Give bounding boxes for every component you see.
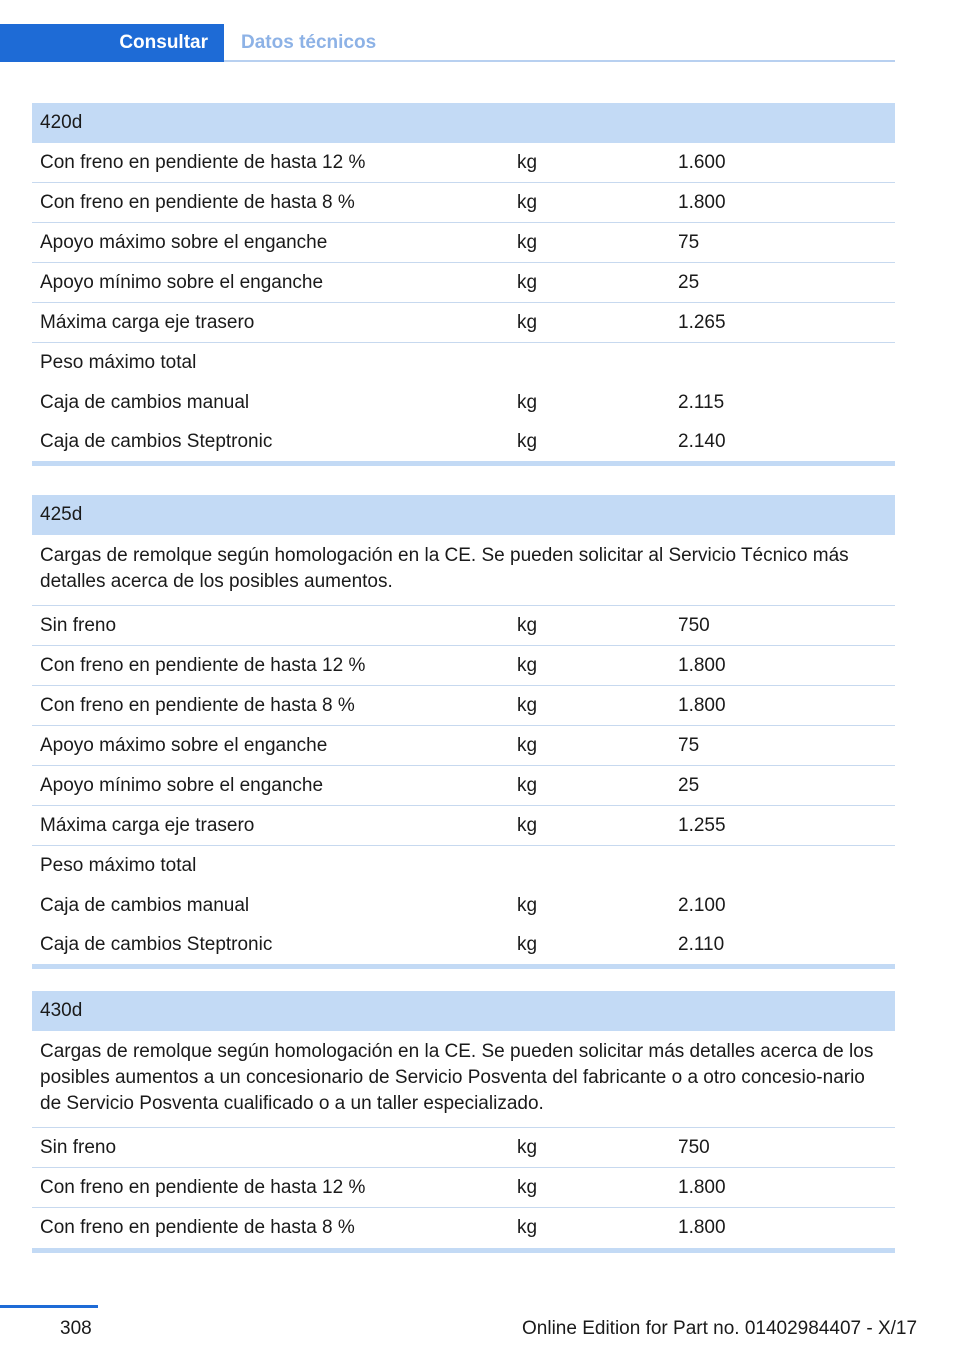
group-label: Peso máximo total — [40, 352, 197, 373]
tab-consultar[interactable]: Consultar — [0, 24, 224, 62]
row-unit: kg — [517, 694, 538, 716]
row-label: Con freno en pendiente de hasta 12 % — [40, 1176, 366, 1198]
row-value: 2.140 — [678, 430, 726, 452]
table-row — [32, 925, 895, 964]
row-value: 1.800 — [678, 1217, 726, 1238]
row-unit: kg — [517, 894, 538, 916]
row-value: 750 — [678, 1136, 710, 1158]
row-value: 750 — [678, 614, 710, 636]
row-label: Caja de cambios Steptronic — [40, 430, 273, 452]
row-label: Sin freno — [40, 1136, 117, 1158]
row-value: 1.800 — [678, 191, 726, 213]
row-unit: kg — [517, 1217, 538, 1238]
row-value: 2.110 — [678, 933, 725, 955]
group-label: Peso máximo total — [40, 855, 197, 876]
table-end-bar — [32, 461, 895, 466]
row-unit: kg — [517, 654, 538, 676]
page-header — [0, 24, 895, 62]
table-row — [32, 646, 895, 686]
table-row — [32, 1168, 895, 1208]
table-row — [32, 183, 895, 223]
row-unit: kg — [517, 734, 538, 756]
table-row — [32, 223, 895, 263]
row-label: Apoyo máximo sobre el enganche — [40, 231, 328, 253]
table-row — [32, 303, 895, 343]
row-value: 75 — [678, 734, 700, 756]
table-note: Cargas de remolque según homologación en la CE. Se pueden solicitar más detalles acerca de los posibles aumentos a un concesionario de Servicio Posventa del fabricante o a otro concesio‐nario de Servicio Posventa cualificado o a un taller especializado. — [32, 1031, 895, 1128]
table-row — [32, 886, 895, 925]
row-unit: kg — [517, 774, 538, 796]
row-value: 25 — [678, 774, 700, 796]
table-row — [32, 806, 895, 846]
header-divider — [224, 60, 895, 62]
table-end-bar — [32, 964, 895, 969]
row-value: 1.600 — [678, 151, 726, 173]
table-group-header — [32, 343, 895, 383]
row-unit: kg — [517, 151, 538, 173]
row-label: Caja de cambios manual — [40, 391, 250, 413]
row-value: 2.115 — [678, 391, 725, 413]
spec-table-430d — [32, 991, 895, 1253]
row-value: 75 — [678, 231, 700, 253]
spec-table-425d — [32, 495, 895, 969]
row-label: Con freno en pendiente de hasta 12 % — [40, 654, 366, 676]
edition-note: Online Edition for Part no. 01402984407 - X/17 — [522, 1318, 918, 1339]
row-value: 1.800 — [678, 694, 726, 716]
row-label: Apoyo máximo sobre el enganche — [40, 734, 328, 756]
table-row — [32, 726, 895, 766]
table-group-header — [32, 846, 895, 886]
table-row — [32, 606, 895, 646]
row-unit: kg — [517, 311, 538, 333]
row-value: 1.255 — [678, 814, 726, 836]
table-end-bar — [32, 1248, 895, 1253]
table-title: 420d — [32, 103, 895, 143]
tab-datos-tecnicos[interactable]: Datos técnicos — [241, 32, 377, 53]
row-unit: kg — [517, 1136, 538, 1158]
row-label: Caja de cambios Steptronic — [40, 933, 273, 955]
row-value: 2.100 — [678, 894, 726, 916]
spec-table-420d — [32, 103, 895, 466]
row-label: Máxima carga eje trasero — [40, 311, 255, 333]
table-row — [32, 422, 895, 461]
row-value: 25 — [678, 271, 700, 293]
table-row — [32, 1208, 895, 1248]
table-note: Cargas de remolque según homologación en la CE. Se pueden solicitar al Servicio Técnico más detalles acerca de los posibles aumentos. — [32, 535, 895, 606]
footer-accent-line — [0, 1305, 98, 1308]
row-value: 1.800 — [678, 654, 726, 676]
row-label: Caja de cambios manual — [40, 894, 250, 916]
table-row — [32, 263, 895, 303]
table-title: 430d — [32, 991, 895, 1031]
row-label: Máxima carga eje trasero — [40, 814, 255, 836]
row-value: 1.265 — [678, 311, 726, 333]
row-unit: kg — [517, 191, 538, 213]
row-label: Apoyo mínimo sobre el enganche — [40, 271, 324, 293]
row-unit: kg — [517, 231, 538, 253]
table-row — [32, 383, 895, 422]
row-label: Sin freno — [40, 614, 117, 636]
table-row — [32, 143, 895, 183]
row-unit: kg — [517, 1176, 538, 1198]
row-unit: kg — [517, 391, 538, 413]
row-value: 1.800 — [678, 1176, 726, 1198]
row-unit: kg — [517, 430, 538, 452]
page-number: 308 — [60, 1318, 92, 1339]
row-unit: kg — [517, 271, 538, 293]
table-title: 425d — [32, 495, 895, 535]
table-row — [32, 686, 895, 726]
row-label: Con freno en pendiente de hasta 8 % — [40, 191, 355, 213]
row-unit: kg — [517, 814, 538, 836]
row-label: Con freno en pendiente de hasta 8 % — [40, 694, 355, 716]
row-label: Con freno en pendiente de hasta 12 % — [40, 151, 366, 173]
row-label: Apoyo mínimo sobre el enganche — [40, 774, 324, 796]
row-unit: kg — [517, 614, 538, 636]
row-unit: kg — [517, 933, 538, 955]
table-row — [32, 1128, 895, 1168]
table-row — [32, 766, 895, 806]
row-label: Con freno en pendiente de hasta 8 % — [40, 1217, 355, 1238]
